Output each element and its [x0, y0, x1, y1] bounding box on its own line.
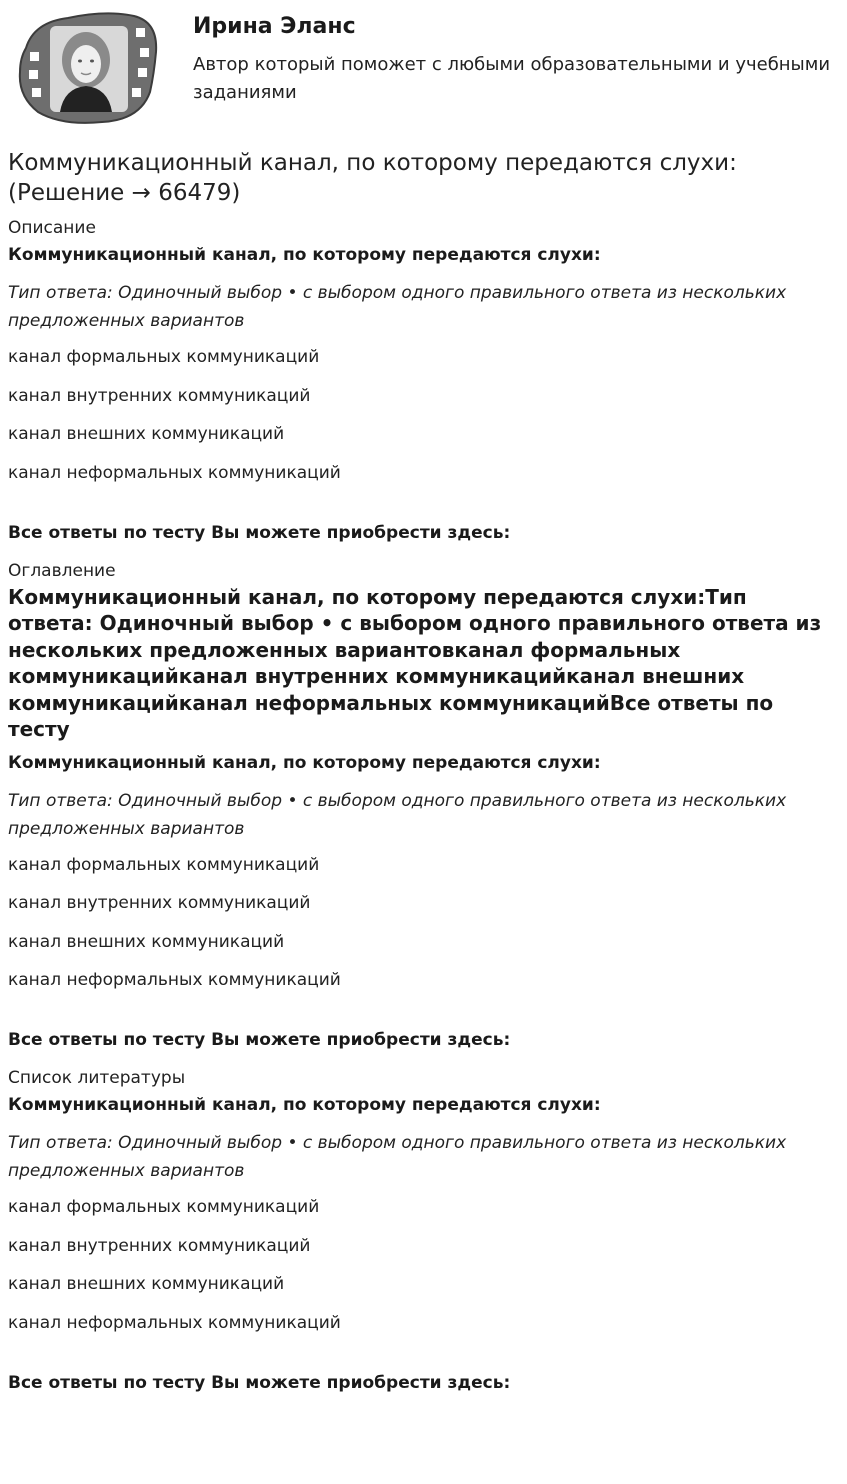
options-list — [8, 1195, 839, 1335]
option-item: канал формальных коммуникаций — [8, 854, 320, 875]
literature-section — [8, 1066, 839, 1395]
answer-type-text: Тип ответа: Одиночный выбор • с выбором одного правильного ответа из нескольких предложенных вариантов — [8, 790, 787, 839]
section-label-description: Описание — [8, 218, 96, 238]
toc-section — [8, 559, 839, 1053]
avatar-frame-hole — [30, 52, 39, 61]
option-item: канал формальных коммуникаций — [8, 347, 320, 367]
avatar-frame-hole — [29, 70, 38, 79]
avatar-frame-hole — [136, 28, 145, 37]
section-label-literature: Список литературы — [8, 1068, 186, 1088]
answer-type-text: Тип ответа: Одиночный выбор • с выбором одного правильного ответа из нескольких предложенных вариантов — [8, 283, 787, 331]
option-item: канал внешних коммуникаций — [8, 424, 285, 444]
author-header — [8, 0, 839, 136]
section-label-toc: Оглавление — [8, 560, 116, 581]
option-item: канал внутренних коммуникаций — [8, 385, 311, 406]
avatar-face — [71, 45, 101, 83]
buy-answers-text: Все ответы по тесту Вы можете приобрести здесь: — [8, 522, 511, 543]
question-text: Коммуникационный канал, по которому передаются слухи: — [8, 245, 601, 265]
option-item: канал внешних коммуникаций — [8, 931, 285, 952]
option-item: канал внутренних коммуникаций — [8, 893, 311, 913]
answer-type-text: Тип ответа: Одиночный выбор • с выбором одного правильного ответа из нескольких предложенных вариантов — [8, 1133, 787, 1181]
avatar-frame-hole — [32, 88, 41, 97]
author-avatar[interactable] — [16, 8, 158, 126]
option-item: канал внутренних коммуникаций — [8, 1235, 311, 1256]
option-item: канал формальных коммуникаций — [8, 1197, 320, 1217]
option-item: канал неформальных коммуникаций — [8, 462, 341, 483]
avatar-frame-hole — [138, 68, 147, 77]
author-description: Автор который поможет с любыми образовательными и учебными заданиями — [193, 54, 831, 103]
question-text: Коммуникационный канал, по которому передаются слухи: — [8, 752, 601, 773]
buy-answers-text: Все ответы по тесту Вы можете приобрести здесь: — [8, 1372, 511, 1393]
author-name[interactable]: Ирина Эланс — [193, 14, 356, 39]
buy-answers-text: Все ответы по тесту Вы можете приобрести здесь: — [8, 1030, 511, 1050]
avatar-frame-hole — [140, 48, 149, 57]
page-title: Коммуникационный канал, по которому передаются слухи: (Решение → 66479) — [8, 150, 737, 206]
avatar-eye — [78, 60, 82, 63]
option-item: канал неформальных коммуникаций — [8, 970, 341, 990]
options-list — [8, 345, 839, 485]
question-text: Коммуникационный канал, по которому передаются слухи: — [8, 1095, 601, 1115]
toc-text: Коммуникационный канал, по которому передаются слухи:Тип ответа: Одиночный выбор • с выбором одного правильного ответа из нескольких предложенных вариантовканал формальных коммуникацийканал внутренних коммуникацийканал внешних коммуникацийканал неформальных коммуникацийВсе ответы по тесту — [8, 584, 822, 741]
avatar-eye — [90, 60, 94, 63]
avatar-frame-hole — [132, 88, 141, 97]
option-item: канал неформальных коммуникаций — [8, 1312, 341, 1333]
options-list — [8, 853, 839, 993]
description-section — [8, 216, 839, 545]
option-item: канал внешних коммуникаций — [8, 1274, 285, 1294]
